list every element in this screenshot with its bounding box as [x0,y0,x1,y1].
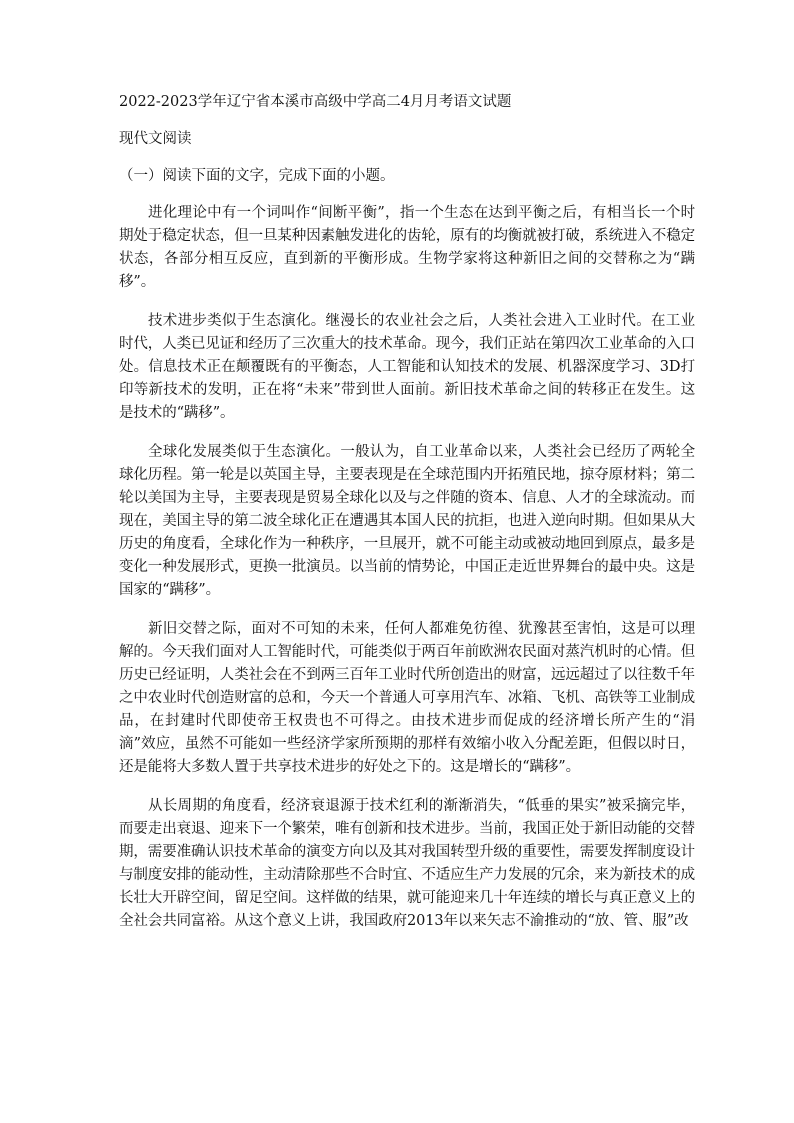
paragraph-4: 新旧交替之际，面对不可知的未来，任何人都难免彷徨、犹豫甚至害怕，这是可以理解的。今天我们面对人工智能时代，可能类似于两百年前欧洲农民面对蒸汽机时的心情。但历史已经证明，人类社会在不到两三百年工业时代所创造出的财富，远远超过了以往数千年之中农业时代创造财富的总和，今天一个普通人可享用汽车、冰箱、飞机、高铁等工业制成品，在封建时代即使帝王权贵也不可得之。由技术进步而促成的经济增长所产生的“涓滴”效应，虽然不可能如一些经济学家所预期的那样有效缩小收入分配差距，但假以时日，还是能将大多数人置于共享技术进步的好处之下的。这是增长的“蹒移”。 [119,621,695,775]
reading-instruction: （一）阅读下面的文字，完成下面的小题。 [119,168,395,184]
document-page [119,92,695,949]
document-title: 2022-2023学年辽宁省本溪市高级中学高二4月月考语文试题 [119,94,512,110]
paragraph-3: 全球化发展类似于生态演化。一般认为，自工业革命以来，人类社会已经历了两轮全球化历程。第一轮是以英国主导，主要表现是在全球范围内开拓殖民地，掠夺原材料；第二轮以美国为主导，主要表现是贸易全球化以及与之伴随的资本、信息、人才的全球流动。而现在，美国主导的第二波全球化正在遭遇其本国人民的抗拒，也进入逆向时期。但如果从大历史的角度看，全球化作为一种秩序，一旦展开，就不可能主动或被动地回到原点，最多是变化一种发展形式，更换一批演员。以当前的情势论，中国正走近世界舞台的最中央。这是国家的“蹒移”。 [119,444,695,598]
paragraph-1: 进化理论中有一个词叫作“间断平衡”，指一个生态在达到平衡之后，有相当长一个时期处于稳定状态，但一旦某种因素触发进化的齿轮，原有的均衡就被打破，系统进入不稳定状态，各部分相互反应，直到新的平衡形成。生物学家将这种新旧之间的交替称之为“蹒移”。 [119,205,695,290]
paragraph-5: 从长周期的角度看，经济衰退源于技术红利的渐渐消失，“低垂的果实”被采摘完毕，而要走出衰退、迎来下一个繁荣，唯有创新和技术进步。当前，我国正处于新旧动能的交替期，需要准确认识技术革命的演变方向以及其对我国转型升级的重要性，需要发挥制度设计与制度安排的能动性，主动清除那些不合时宜、不适应生产力发展的冗余，来为新技术的成长壮大开辟空间，留足空间。这样做的结果，就可能迎来几十年连续的增长与真正意义上的全社会共同富裕。从这个意义上讲，我国政府2013年以来矢志不渝推动的“放、管、服”改 [119,798,695,929]
section-heading: 现代文阅读 [119,131,192,147]
paragraph-2: 技术进步类似于生态演化。继漫长的农业社会之后，人类社会进入工业时代。在工业时代，人类已见证和经历了三次重大的技术革命。现今，我们正站在第四次工业革命的入口处。信息技术正在颠覆既有的平衡态，人工智能和认知技术的发展、机器深度学习、3D打印等新技术的发明，正在将“未来”带到世人面前。新旧技术革命之间的转移正在发生。这是技术的“蹒移”。 [119,313,695,421]
